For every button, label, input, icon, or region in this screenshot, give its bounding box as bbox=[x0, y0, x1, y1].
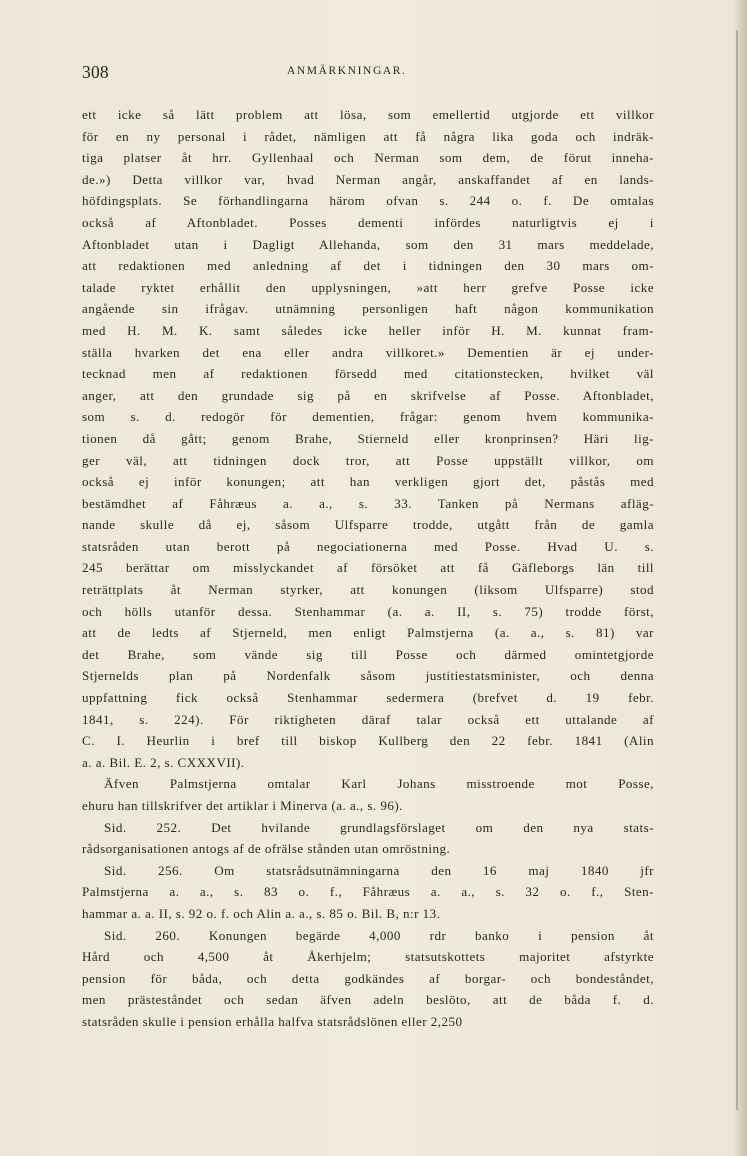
text-line bbox=[82, 752, 654, 774]
text-line bbox=[82, 665, 654, 687]
text-line-content: Äfven Palmstjerna omtalar Karl Johans misstroende mot Posse, bbox=[104, 776, 654, 792]
text-line-content: 1841, s. 224). För riktigheten däraf talar också ett uttalande af bbox=[82, 711, 654, 727]
text-line bbox=[82, 255, 654, 277]
page-header bbox=[82, 62, 672, 86]
text-line-content: 245 berättar om misslyckandet af försöket att få Gäfleborgs län till bbox=[82, 560, 654, 576]
text-line-content: angående sin ifrågav. utnämning personligen haft någon kommunikation bbox=[82, 301, 654, 317]
text-line bbox=[82, 817, 654, 839]
text-line-content: talade ryktet erhållit den upplysningen, »att herr grefve Posse icke bbox=[82, 279, 654, 295]
text-line bbox=[82, 169, 654, 191]
text-line bbox=[82, 320, 654, 342]
text-line bbox=[82, 903, 654, 925]
text-line-content: de.») Detta villkor var, hvad Nerman angår, anskaffandet af en lands- bbox=[82, 171, 654, 187]
text-line bbox=[82, 234, 654, 256]
text-line bbox=[82, 363, 654, 385]
text-line bbox=[82, 1011, 654, 1033]
text-line bbox=[82, 536, 654, 558]
running-head: ANMÄRKNINGAR. bbox=[287, 65, 407, 77]
text-line bbox=[82, 968, 654, 990]
text-line-content: C. I. Heurlin i bref till biskop Kullberg den 22 febr. 1841 (Alin bbox=[82, 733, 654, 749]
text-line-content: också ej inför konungen; att han verkligen gjort det, påstås med bbox=[82, 474, 654, 490]
text-line bbox=[82, 989, 654, 1011]
text-line-content: tecknad men af redaktionen försedd med citationstecken, hvilket väl bbox=[82, 366, 654, 382]
text-line-content: att de ledts af Stjerneld, men enligt Palmstjerna (a. a., s. 81) var bbox=[82, 625, 654, 641]
text-line bbox=[82, 147, 654, 169]
text-line bbox=[82, 298, 654, 320]
text-line-content: pension för båda, och detta godkändes af borgar- och bondeståndet, bbox=[82, 970, 654, 986]
text-line-content: nande skulle då ej, såsom Ulfsparre trodde, utgått från de gamla bbox=[82, 517, 654, 533]
text-line-content: ett icke så lätt problem att lösa, som emellertid utgjorde ett villkor bbox=[82, 107, 654, 122]
text-line bbox=[82, 514, 654, 536]
text-line bbox=[82, 881, 654, 903]
text-line-content: för en ny personal i rådet, nämligen att få några lika goda och indräk- bbox=[82, 128, 654, 144]
text-line-content: Sid. 260. Konungen begärde 4,000 rdr banko i pension åt bbox=[104, 927, 654, 943]
text-line-content: som s. d. redogör för dementien, frågar: genom hvem kommunika- bbox=[82, 409, 654, 425]
text-line bbox=[82, 687, 654, 709]
text-line-content: tionen då gått; genom Brahe, Stierneld eller kronprinsen? Häri lig- bbox=[82, 430, 654, 446]
text-line bbox=[82, 406, 654, 428]
text-line bbox=[82, 730, 654, 752]
text-line-content: höfdingsplats. Se förhandlingarna härom ofvan s. 244 o. f. De omtalas bbox=[82, 193, 654, 209]
text-line-content: rådsorganisationen antogs af de ofrälse stånden utan omröstning. bbox=[82, 841, 451, 857]
text-line bbox=[82, 104, 654, 126]
text-line bbox=[82, 838, 654, 860]
text-line-content: det Brahe, som vände sig till Posse och därmed omintetgjorde bbox=[82, 646, 654, 662]
text-line bbox=[82, 709, 654, 731]
text-line bbox=[82, 773, 654, 795]
text-line-content: Stjernelds plan på Nordenfalk såsom justitiestatsminister, och denna bbox=[82, 668, 654, 684]
text-line-content: Palmstjerna a. a., s. 83 o. f., Fåhræus a. a., s. 32 o. f., Sten- bbox=[82, 884, 654, 900]
text-line-content: bestämdhet af Fåhræus a. a., s. 33. Tanken på Nermans afläg- bbox=[82, 495, 654, 511]
text-line-content: Aftonbladet utan i Dagligt Allehanda, som den 31 mars meddelade, bbox=[82, 236, 654, 252]
text-line-content: statsråden utan berott på negociationerna med Posse. Hvad U. s. bbox=[82, 538, 654, 554]
body-text bbox=[82, 104, 654, 1033]
text-line-content: med H. M. K. samt således icke heller inför H. M. kunnat fram- bbox=[82, 322, 654, 338]
text-line-content: statsråden skulle i pension erhålla halfva statsrådslönen eller 2,250 bbox=[82, 1013, 463, 1029]
text-line-content: Sid. 256. Om statsrådsutnämningarna den 16 maj 1840 jfr bbox=[104, 862, 654, 878]
text-line bbox=[82, 644, 654, 666]
text-line-content: Sid. 252. Det hvilande grundlagsförslaget om den nya stats- bbox=[104, 819, 654, 835]
text-line bbox=[82, 579, 654, 601]
text-line-content: men prästeståndet och sedan äfven adeln beslöto, att de båda f. d. bbox=[82, 992, 654, 1008]
text-line-content: tiga platser åt hrr. Gyllenhaal och Nerman som dem, de förut inneha- bbox=[82, 150, 654, 166]
text-line bbox=[82, 946, 654, 968]
text-line-content: hammar a. a. II, s. 92 o. f. och Alin a. a., s. 85 o. Bil. B, n:r 13. bbox=[82, 905, 441, 921]
page-edge-line bbox=[736, 30, 738, 1110]
text-line bbox=[82, 428, 654, 450]
page-number: 308 bbox=[82, 62, 109, 82]
text-line-content: a. a. Bil. E. 2, s. CXXXVII). bbox=[82, 754, 245, 770]
text-line bbox=[82, 450, 654, 472]
text-line bbox=[82, 126, 654, 148]
text-line bbox=[82, 277, 654, 299]
text-line bbox=[82, 493, 654, 515]
text-line bbox=[82, 385, 654, 407]
text-line bbox=[82, 557, 654, 579]
text-line bbox=[82, 925, 654, 947]
text-line-content: anger, att den grundade sig på en skrifvelse af Posse. Aftonbladet, bbox=[82, 387, 654, 403]
text-line-content: ställa hvarken det ena eller andra villkoret.» Dementien är ej under- bbox=[82, 344, 654, 360]
text-line bbox=[82, 342, 654, 364]
text-line-content: att redaktionen med anledning af det i tidningen den 30 mars om- bbox=[82, 258, 654, 274]
text-line bbox=[82, 795, 654, 817]
text-line-content: uppfattning fick också Stenhammar sedermera (brefvet d. 19 febr. bbox=[82, 690, 654, 706]
text-line bbox=[82, 212, 654, 234]
text-line-content: ehuru han tillskrifver det artiklar i Minerva (a. a., s. 96). bbox=[82, 798, 403, 813]
text-line-content: också af Aftonbladet. Posses dementi infördes naturligtvis ej i bbox=[82, 214, 654, 230]
text-line bbox=[82, 622, 654, 644]
text-line bbox=[82, 471, 654, 493]
text-line bbox=[82, 860, 654, 882]
text-line-content: ger väl, att tidningen dock tror, att Posse uppställt villkor, om bbox=[82, 452, 654, 468]
text-line-content: Hård och 4,500 åt Åkerhjelm; statsutskottets majoritet afstyrkte bbox=[82, 949, 654, 965]
text-line bbox=[82, 601, 654, 623]
text-line-content: och hölls utanför dessa. Stenhammar (a. a. II, s. 75) trodde först, bbox=[82, 603, 654, 619]
text-line-content: reträttplats åt Nerman styrker, att konungen (liksom Ulfsparre) stod bbox=[82, 582, 654, 598]
text-line bbox=[82, 190, 654, 212]
